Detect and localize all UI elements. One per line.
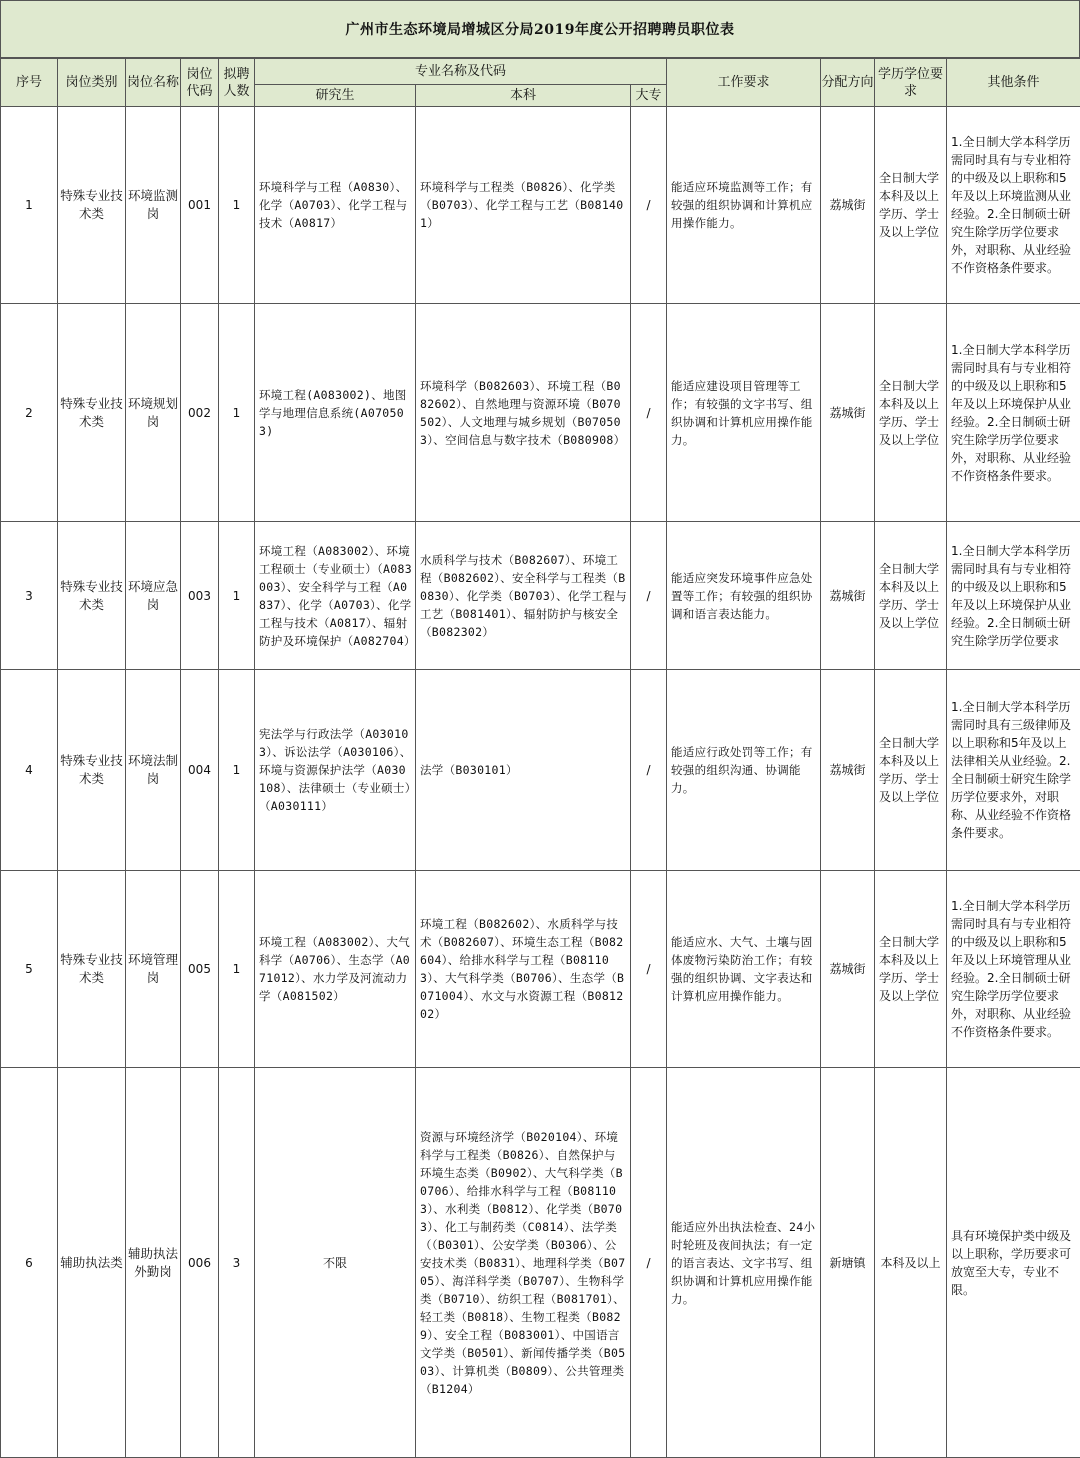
header-major-group: 专业名称及代码 xyxy=(255,59,667,85)
cell-other: 1.全日制大学本科学历需同时具有与专业相符的中级及以上职称和5年及以上环境监测从业经验。2.全日制硕士研究生除学历学位要求外，对职称、从业经验不作资格条件要求。 xyxy=(947,107,1080,304)
cell-degree-req: 全日制大学本科及以上学历、学士及以上学位 xyxy=(875,871,947,1068)
table-row xyxy=(1,1068,1080,1458)
cell-degree-req: 本科及以上 xyxy=(875,1068,947,1458)
header-undergrad: 本科 xyxy=(416,85,631,107)
cell-location: 荔城街 xyxy=(821,871,875,1068)
cell-college: / xyxy=(631,871,667,1068)
cell-college: / xyxy=(631,522,667,670)
cell-seq: 3 xyxy=(1,522,58,670)
cell-post-code: 006 xyxy=(181,1068,219,1458)
header-other: 其他条件 xyxy=(947,59,1080,107)
cell-count: 1 xyxy=(219,871,255,1068)
header-location: 分配方向 xyxy=(821,59,875,107)
cell-location: 荔城街 xyxy=(821,670,875,871)
table-row xyxy=(1,522,1080,670)
cell-count: 1 xyxy=(219,304,255,522)
cell-grad: 环境科学与工程（A0830）、化学（A0703）、化学工程与技术（A0817） xyxy=(255,107,416,304)
cell-post-code: 002 xyxy=(181,304,219,522)
cell-category: 辅助执法类 xyxy=(58,1068,126,1458)
cell-work-req: 能适应突发环境事件应急处置等工作；有较强的组织协调和语言表达能力。 xyxy=(667,522,821,670)
header-grad: 研究生 xyxy=(255,85,416,107)
header-seq: 序号 xyxy=(1,59,58,107)
cell-seq: 6 xyxy=(1,1068,58,1458)
cell-undergrad: 资源与环境经济学（B020104）、环境科学与工程类（B0826）、自然保护与环境生态类（B0902）、大气科学类（B0706）、给排水科学与工程（B081103）、水利类（B0812）、化学类（B0703）、化工与制药类（C0814）、法学类（（B0301）、公安学类（B0306）、公安技术类（B0831）、地理科学类（B0705）、海洋科学类（B0707）、生物科学类（B0710）、纺织工程（B081701）、轻工类（B0818）、生物工程类（B0829）、安全工程（B083001）、中国语言文学类（B0501）、新闻传播学类（B0503）、计算机类（B0809）、公共管理类（B1204） xyxy=(416,1068,631,1458)
cell-grad: 环境工程（A083002）、环境工程硕士（专业硕士）（A083003）、安全科学与工程（A0837）、化学（A0703）、化学工程与技术（A0817）、辐射防护及环境保护（A082704） xyxy=(255,522,416,670)
table-row xyxy=(1,670,1080,871)
cell-post-code: 003 xyxy=(181,522,219,670)
cell-degree-req: 全日制大学本科及以上学历、学士及以上学位 xyxy=(875,304,947,522)
cell-work-req: 能适应环境监测等工作；有较强的组织协调和计算机应用操作能力。 xyxy=(667,107,821,304)
cell-work-req: 能适应建设项目管理等工作；有较强的文字书写、组织协调和计算机应用操作能力。 xyxy=(667,304,821,522)
header-count: 拟聘人数 xyxy=(219,59,255,107)
cell-post-code: 004 xyxy=(181,670,219,871)
positions-table xyxy=(0,58,1080,1458)
cell-undergrad: 水质科学与技术（B082607）、环境工程（B082602）、安全科学与工程类（B0830）、化学类（B0703）、化学工程与工艺（B081401）、辐射防护与核安全（B082302） xyxy=(416,522,631,670)
table-title: 广州市生态环境局增城区分局2019年度公开招聘聘员职位表 xyxy=(0,0,1080,58)
cell-undergrad: 环境工程（B082602）、水质科学与技术（B082607）、环境生态工程（B082604）、给排水科学与工程（B081103）、大气科学类（B0706）、生态学（B071004）、水文与水资源工程（B081202） xyxy=(416,871,631,1068)
cell-post-name: 环境规划岗 xyxy=(126,304,181,522)
cell-college: / xyxy=(631,670,667,871)
table-row xyxy=(1,107,1080,304)
table-row xyxy=(1,871,1080,1068)
cell-seq: 4 xyxy=(1,670,58,871)
cell-seq: 5 xyxy=(1,871,58,1068)
cell-college: / xyxy=(631,1068,667,1458)
cell-grad: 不限 xyxy=(255,1068,416,1458)
cell-work-req: 能适应行政处罚等工作；有较强的组织沟通、协调能力。 xyxy=(667,670,821,871)
cell-other: 1.全日制大学本科学历需同时具有三级律师及以上职称和5年及以上法律相关从业经验。2.全日制硕士研究生除学历学位要求外，对职称、从业经验不作资格条件要求。 xyxy=(947,670,1080,871)
cell-post-name: 环境监测岗 xyxy=(126,107,181,304)
cell-count: 1 xyxy=(219,107,255,304)
cell-degree-req: 全日制大学本科及以上学历、学士及以上学位 xyxy=(875,522,947,670)
cell-work-req: 能适应水、大气、土壤与固体废物污染防治工作；有较强的组织协调、文字表达和计算机应用操作能力。 xyxy=(667,871,821,1068)
table-row xyxy=(1,304,1080,522)
cell-seq: 1 xyxy=(1,107,58,304)
cell-work-req: 能适应外出执法检查、24小时轮班及夜间执法；有一定的语言表达、文字书写、组织协调和计算机应用操作能力。 xyxy=(667,1068,821,1458)
header-category: 岗位类别 xyxy=(58,59,126,107)
cell-post-code: 001 xyxy=(181,107,219,304)
cell-grad: 环境工程（A083002）、大气科学（A0706）、生态学（A071012）、水力学及河流动力学（A081502） xyxy=(255,871,416,1068)
cell-post-name: 环境应急岗 xyxy=(126,522,181,670)
cell-undergrad: 环境科学（B082603）、环境工程（B082602）、自然地理与资源环境（B070502）、人文地理与城乡规划（B070503）、空间信息与数字技术（B080908） xyxy=(416,304,631,522)
cell-category: 特殊专业技术类 xyxy=(58,522,126,670)
cell-post-code: 005 xyxy=(181,871,219,1068)
cell-college: / xyxy=(631,107,667,304)
cell-other: 具有环境保护类中级及以上职称，学历要求可放宽至大专，专业不限。 xyxy=(947,1068,1080,1458)
cell-other: 1.全日制大学本科学历需同时具有与专业相符的中级及以上职称和5年及以上环境保护从业经验。2.全日制硕士研究生除学历学位要求外，对职称、从业经验不作资格条件要求。 xyxy=(947,304,1080,522)
header-work-req: 工作要求 xyxy=(667,59,821,107)
cell-seq: 2 xyxy=(1,304,58,522)
cell-location: 荔城街 xyxy=(821,107,875,304)
header-college: 大专 xyxy=(631,85,667,107)
cell-category: 特殊专业技术类 xyxy=(58,871,126,1068)
cell-other: 1.全日制大学本科学历需同时具有与专业相符的中级及以上职称和5年及以上环境管理从业经验。2.全日制硕士研究生除学历学位要求外，对职称、从业经验不作资格条件要求。 xyxy=(947,871,1080,1068)
cell-degree-req: 全日制大学本科及以上学历、学士及以上学位 xyxy=(875,670,947,871)
cell-grad: 宪法学与行政法学（A030103）、诉讼法学（A030106）、环境与资源保护法学（A030108）、法律硕士（专业硕士）（A030111） xyxy=(255,670,416,871)
cell-undergrad: 法学（B030101） xyxy=(416,670,631,871)
header-post-code: 岗位代码 xyxy=(181,59,219,107)
cell-undergrad: 环境科学与工程类（B0826）、化学类（B0703）、化学工程与工艺（B081401） xyxy=(416,107,631,304)
cell-location: 新塘镇 xyxy=(821,1068,875,1458)
header-degree-req: 学历学位要求 xyxy=(875,59,947,107)
cell-category: 特殊专业技术类 xyxy=(58,107,126,304)
cell-location: 荔城街 xyxy=(821,522,875,670)
cell-grad: 环境工程(A083002)、地图学与地理信息系统(A070503) xyxy=(255,304,416,522)
cell-category: 特殊专业技术类 xyxy=(58,670,126,871)
cell-count: 1 xyxy=(219,522,255,670)
cell-post-name: 环境管理岗 xyxy=(126,871,181,1068)
cell-post-name: 辅助执法外勤岗 xyxy=(126,1068,181,1458)
cell-category: 特殊专业技术类 xyxy=(58,304,126,522)
cell-other: 1.全日制大学本科学历需同时具有与专业相符的中级及以上职称和5年及以上环境保护从业经验。2.全日制硕士研究生除学历学位要求 xyxy=(947,522,1080,670)
cell-post-name: 环境法制岗 xyxy=(126,670,181,871)
header-post-name: 岗位名称 xyxy=(126,59,181,107)
cell-college: / xyxy=(631,304,667,522)
cell-count: 3 xyxy=(219,1068,255,1458)
cell-count: 1 xyxy=(219,670,255,871)
cell-location: 荔城街 xyxy=(821,304,875,522)
cell-degree-req: 全日制大学本科及以上学历、学士及以上学位 xyxy=(875,107,947,304)
